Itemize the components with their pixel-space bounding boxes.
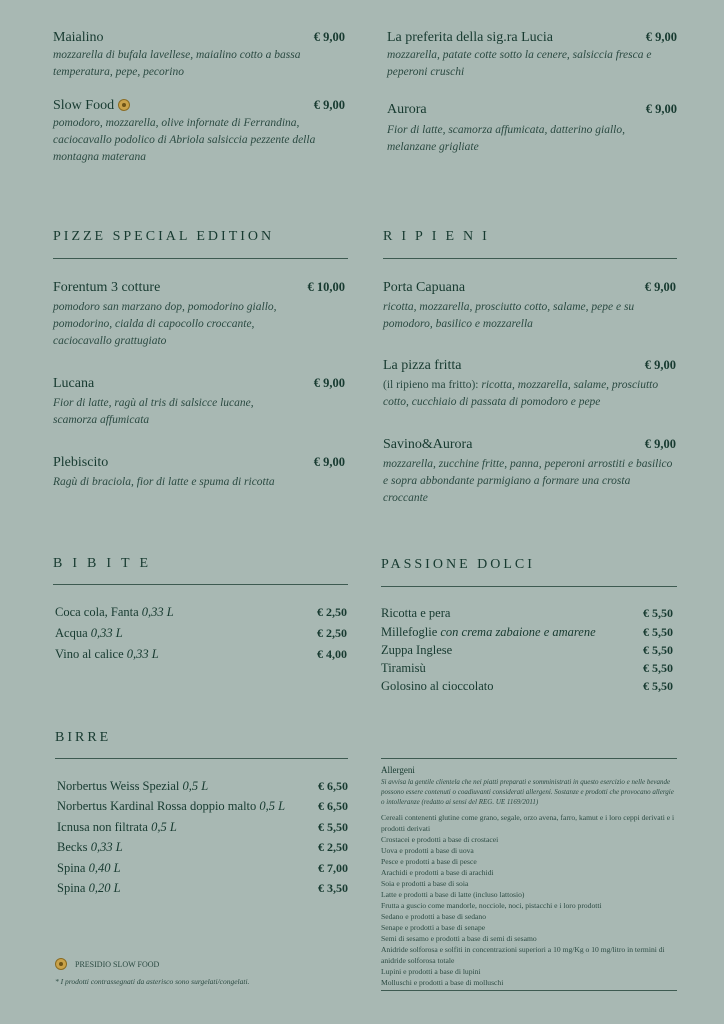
allergeni-bottom-divider <box>381 990 677 991</box>
beer-item <box>57 881 348 896</box>
item-name: Forentum 3 cotture <box>53 280 161 295</box>
allergeni-line: Anidride solforosa e solfiti in concentrazioni superiori a 10 mg/Kg o 10 mg/litro in termini di anidride solforosa totale <box>381 945 665 965</box>
dessert-price: € 5,50 <box>643 606 673 620</box>
menu-item-aurora <box>387 102 677 156</box>
section-title-special: PIZZE SPECIAL EDITION <box>53 229 275 244</box>
menu-item-pizza-fritta <box>383 358 676 411</box>
item-description: pomodoro san marzano dop, pomodorino giallo, pomodorino, cialda di capocollo croccante, caciocavallo grattugiato <box>53 301 277 347</box>
beer-price: € 3,50 <box>318 881 348 895</box>
item-price: € 9,00 <box>645 102 677 116</box>
allergeni-line: Pesce e prodotti a base di pesce <box>381 857 477 866</box>
item-price: € 9,00 <box>645 30 677 44</box>
drink-size: 0,33 L <box>126 647 159 661</box>
allergeni-line: Uova e prodotti a base di uova <box>381 846 474 855</box>
item-description-prefix: (il ripieno ma fritto): <box>383 379 479 391</box>
dessert-price: € 5,50 <box>643 643 673 657</box>
dessert-name: Golosino al cioccolato <box>381 679 494 693</box>
allergeni-line: Latte e prodotti a base di latte (incluso lattosio) <box>381 890 525 899</box>
allergeni-line: Lupini e prodotti a base di lupini <box>381 967 481 976</box>
drink-price: € 2,50 <box>317 626 347 640</box>
beer-size: 0,40 L <box>88 861 121 875</box>
dessert-price: € 5,50 <box>643 625 673 639</box>
drink-name: Vino al calice <box>55 647 124 661</box>
item-description <box>383 377 676 411</box>
beer-size: 0,5 L <box>259 799 286 813</box>
beer-name: Spina <box>57 861 86 875</box>
section-divider <box>383 258 677 259</box>
beer-size: 0,20 L <box>88 881 121 895</box>
item-price: € 9,00 <box>644 358 676 372</box>
beer-item <box>57 820 348 835</box>
dessert-item <box>381 643 673 658</box>
item-description: ricotta, mozzarella, prosciutto cotto, salame, pepe e su pomodoro, basilico e mozzarella <box>383 301 635 330</box>
item-name: Slow Food <box>53 98 115 113</box>
section-divider <box>55 758 348 759</box>
beer-price: € 2,50 <box>318 840 348 854</box>
drink-size: 0,33 L <box>90 626 123 640</box>
dessert-name: Millefoglie <box>381 625 438 639</box>
beer-price: € 5,50 <box>318 820 348 834</box>
beer-price: € 6,50 <box>318 779 348 793</box>
section-title-ripieni: RIPIENI <box>383 229 496 244</box>
menu-item-preferita-lucia <box>387 30 677 81</box>
beer-name: Spina <box>57 881 86 895</box>
item-name: La preferita della sig.ra Lucia <box>387 30 553 45</box>
item-description: Ragù di braciola, fior di latte e spuma di ricotta <box>53 476 275 488</box>
allergeni-line: Crostacei e prodotti a base di crostacei <box>381 835 499 844</box>
beer-name: Norbertus Kardinal Rossa doppio malto <box>57 799 257 813</box>
item-name: Porta Capuana <box>383 280 466 295</box>
dessert-name: Ricotta e pera <box>381 606 451 620</box>
beer-name: Becks <box>57 840 88 854</box>
beer-size: 0,33 L <box>90 840 123 854</box>
drink-name: Acqua <box>55 626 88 640</box>
allergeni-line: Molluschi e prodotti a base di molluschi <box>381 978 504 987</box>
allergeni-line: Soia e prodotti a base di soia <box>381 879 469 888</box>
item-description: mozzarella, zucchine fritte, panna, peperoni arrostiti e basilico e sopra abbondante parmigiano a formare una crosta croccante <box>383 458 673 504</box>
beer-size: 0,5 L <box>182 779 209 793</box>
menu-item-forentum <box>53 280 345 350</box>
menu-item-porta-capuana <box>383 280 676 333</box>
allergeni-line: Semi di sesamo e prodotti a base di semi di sesamo <box>381 934 537 943</box>
menu-item-maialino <box>53 30 345 81</box>
item-price: € 9,00 <box>313 30 345 44</box>
presidio-label: PRESIDIO SLOW FOOD <box>75 959 160 969</box>
drink-price: € 2,50 <box>317 605 347 619</box>
allergeni-line: Arachidi e prodotti a base di arachidi <box>381 868 494 877</box>
dessert-name: Tiramisù <box>381 661 426 675</box>
section-divider <box>53 258 348 259</box>
beer-size: 0,5 L <box>151 820 177 834</box>
drink-item <box>55 626 347 641</box>
menu-item-savino-aurora <box>383 437 676 507</box>
beer-item <box>57 799 348 814</box>
item-price: € 9,00 <box>313 376 345 390</box>
section-title-birre: BIRRE <box>55 730 112 745</box>
dessert-price: € 5,50 <box>643 661 673 675</box>
menu-item-lucana <box>53 376 345 429</box>
allergeni-title: Allergeni <box>381 765 415 775</box>
item-price: € 9,00 <box>313 455 345 469</box>
item-name: La pizza fritta <box>383 358 462 373</box>
item-name: Lucana <box>53 376 95 391</box>
item-price: € 9,00 <box>644 280 676 294</box>
section-title-dolci: PASSIONE DOLCI <box>381 557 535 572</box>
dessert-price: € 5,50 <box>643 679 673 693</box>
item-price: € 10,00 <box>307 280 345 294</box>
frozen-note: * I prodotti contrassegnati da asterisco sono surgelati/congelati. <box>55 977 250 986</box>
item-description-text: ricotta, mozzarella, salame, prosciutto cotto, cucchiaio di passata di pomodoro e pepe <box>383 379 659 408</box>
beer-name: Norbertus Weiss Spezial <box>57 779 180 793</box>
drink-item <box>55 647 347 662</box>
allergeni-line: Cereali contenenti glutine come grano, segale, orzo avena, farro, kamut e i loro ceppi derivati e i prodotti derivati <box>381 813 675 833</box>
beer-price: € 6,50 <box>318 799 348 813</box>
presidio-legend <box>55 958 159 970</box>
dessert-item <box>381 661 673 676</box>
item-name: Aurora <box>387 102 427 117</box>
allergeni-top-divider <box>381 758 677 759</box>
dessert-extra: con crema zabaione e amarene <box>440 625 596 639</box>
allergeni-block <box>381 765 677 988</box>
item-description: Fior di latte, ragù al tris di salsicce lucane, scamorza affumicata <box>53 397 254 426</box>
menu-item-plebiscito <box>53 455 345 491</box>
allergeni-intro: Si avvisa la gentile clientela che nei piatti preparati e somministrati in questo esercizio e nelle bevande possono essere contenuti o coadiuvanti considerati allergeni. Sostanze e prodotti che provocano allergie o intolleranze (redatto ai sensi del REG. UE 1169/2011) <box>381 778 674 806</box>
beer-price: € 7,00 <box>318 861 348 875</box>
beer-name: Icnusa non filtrata <box>57 820 148 834</box>
item-description: pomodoro, mozzarella, olive infornate di Ferrandina, caciocavallo podolico di Abriola salsiccia pezzente della montagna materana <box>53 117 316 163</box>
drink-name: Coca cola, Fanta <box>55 605 139 619</box>
allergeni-line: Sedano e prodotti a base di sedano <box>381 912 487 921</box>
item-description: mozzarella, patate cotte sotto la cenere, salsiccia fresca e peperoni cruschi <box>387 49 652 78</box>
menu-item-slow-food <box>53 98 345 166</box>
dessert-item <box>381 606 673 621</box>
beer-item <box>57 840 348 855</box>
dessert-name: Zuppa Inglese <box>381 643 453 657</box>
item-name: Plebiscito <box>53 455 109 470</box>
item-description: mozzarella di bufala lavellese, maialino cotto a bassa temperatura, pepe, pecorino <box>53 49 301 78</box>
drink-item <box>55 605 347 620</box>
beer-item <box>57 861 348 876</box>
section-divider <box>53 584 348 585</box>
drink-size: 0,33 L <box>141 605 174 619</box>
section-title-bibite: BIBITE <box>53 556 159 571</box>
dessert-item <box>381 625 673 640</box>
allergeni-line: Senape e prodotti a base di senape <box>381 923 486 932</box>
dessert-item <box>381 679 673 694</box>
slow-food-icon <box>118 99 130 111</box>
item-price: € 9,00 <box>644 437 676 451</box>
item-description: Fior di latte, scamorza affumicata, datterino giallo, melanzane grigliate <box>387 124 625 153</box>
beer-item <box>57 779 348 794</box>
item-name: Maialino <box>53 30 104 45</box>
drink-price: € 4,00 <box>317 647 347 661</box>
section-divider <box>381 586 677 587</box>
allergeni-line: Frutta a guscio come mandorle, nocciole, noci, pistacchi e i loro prodotti <box>381 901 602 910</box>
item-price: € 9,00 <box>313 98 345 112</box>
slow-food-icon <box>55 958 67 970</box>
item-name: Savino&Aurora <box>383 437 473 452</box>
